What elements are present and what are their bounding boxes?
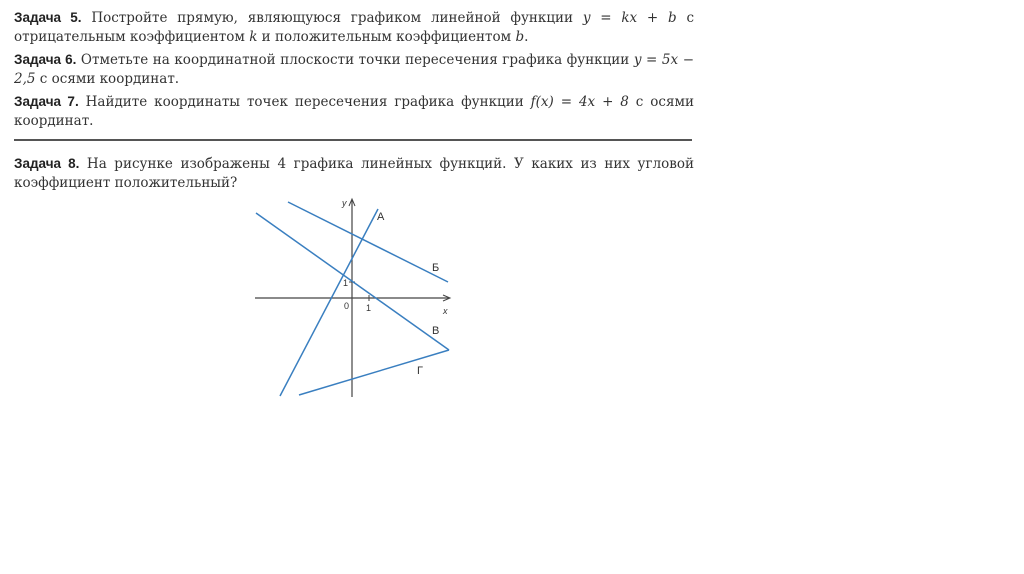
- graph-figure: [245, 192, 465, 407]
- task-6-text-end: с осями координат.: [35, 71, 180, 87]
- task-7-text-end: с осями координат.: [14, 94, 694, 129]
- task-5-text: Постройте прямую, являющуюся графиком линейной функции: [81, 10, 583, 26]
- task-5-text-end: .: [524, 29, 529, 45]
- task-7: [14, 92, 694, 131]
- x-axis-label: x: [443, 306, 448, 316]
- task-5-text-mid: с отрицательным коэффициентом: [14, 10, 694, 45]
- task-8-title: Задача 8.: [14, 156, 80, 171]
- graph-svg: [245, 192, 465, 407]
- line-b: [288, 202, 448, 282]
- task-7-formula: f(x) = 4x + 8: [530, 94, 629, 110]
- unit-x-label: 1: [366, 303, 372, 313]
- line-b-label: Б: [432, 262, 440, 274]
- line-g: [299, 350, 449, 395]
- line-g-label: Г: [417, 365, 423, 377]
- task-5-text-mid2: и положительным коэффициентом: [257, 29, 516, 45]
- line-v-label: В: [432, 325, 440, 337]
- task-5-var-b: b: [515, 29, 525, 45]
- task-6-text: Отметьте на координатной плоскости точки пересечения графика функции: [76, 52, 634, 68]
- task-5-var-k: k: [249, 29, 258, 45]
- task-5-formula: y = kx + b: [582, 10, 677, 26]
- divider: [14, 139, 692, 141]
- origin-label: 0: [344, 301, 350, 311]
- task-6: [14, 50, 694, 89]
- task-8: [14, 154, 694, 196]
- line-a: [280, 209, 378, 396]
- task-7-title: Задача 7.: [14, 94, 79, 109]
- task-6-formula: y = 5x − 2,5: [14, 52, 695, 87]
- task-5-title: Задача 5.: [14, 10, 82, 25]
- task-5: [14, 8, 694, 47]
- task-8-text: На рисунке изображены 4 графика линейных функций. У каких из них угловой коэффициент положительный?: [14, 156, 694, 191]
- task-6-title: Задача 6.: [14, 52, 77, 67]
- y-axis-label: y: [342, 198, 347, 208]
- unit-y-label: 1: [343, 278, 349, 288]
- task-7-text: Найдите координаты точек пересечения графика функции: [78, 94, 531, 110]
- document: [14, 8, 694, 134]
- line-a-label: А: [377, 211, 385, 223]
